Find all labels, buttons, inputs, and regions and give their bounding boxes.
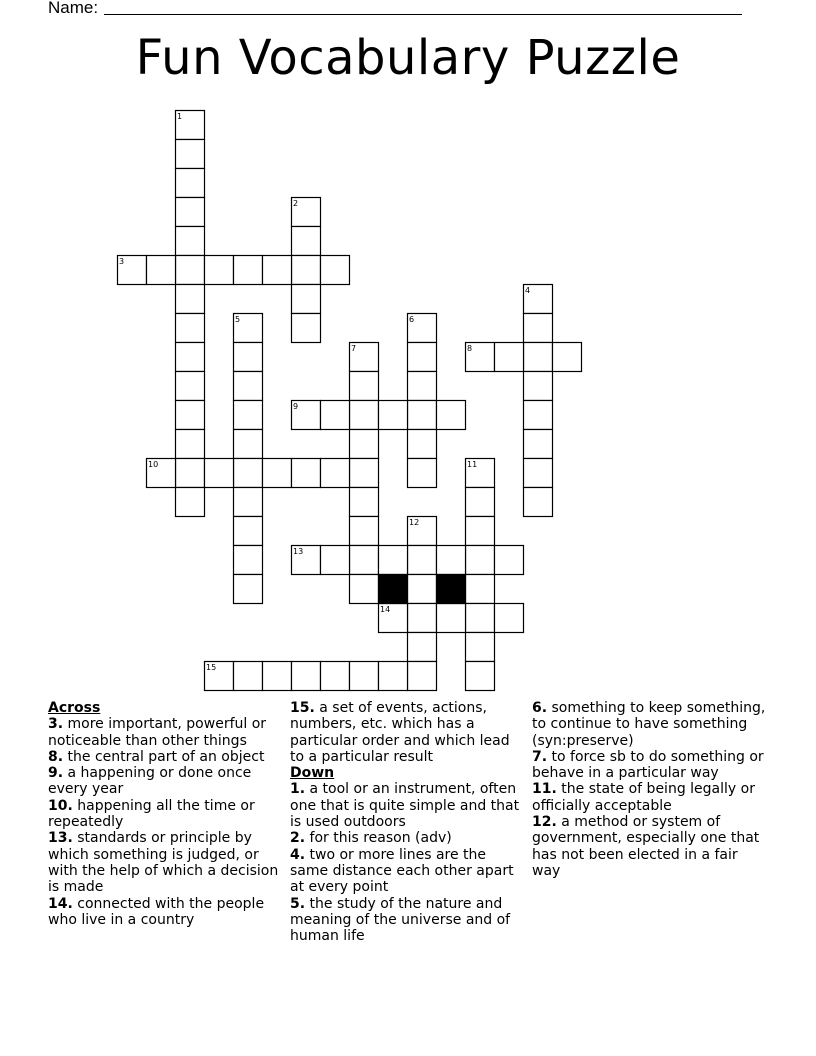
clue-number-label: 11 bbox=[467, 460, 478, 469]
grid-cell[interactable] bbox=[437, 546, 466, 575]
grid-cell[interactable] bbox=[234, 488, 263, 517]
grid-cell[interactable] bbox=[234, 401, 263, 430]
grid-cell[interactable] bbox=[321, 546, 350, 575]
grid-cell[interactable] bbox=[408, 546, 437, 575]
grid-cell[interactable] bbox=[524, 459, 553, 488]
clue-down-12: 12. a method or system of government, especially one that has not been elected in a fair way bbox=[532, 814, 760, 879]
grid-cell[interactable] bbox=[176, 227, 205, 256]
grid-cell[interactable] bbox=[408, 459, 437, 488]
grid-cell[interactable] bbox=[408, 575, 437, 604]
clue-down-6: 6. something to keep something, to continue to have something (syn:preserve) bbox=[532, 700, 766, 749]
name-label: Name: bbox=[48, 0, 99, 17]
grid-cell[interactable] bbox=[176, 256, 205, 285]
clue-number-label: 1 bbox=[177, 112, 183, 121]
clue-down-5: 5. the study of the nature and meaning of the universe and of human life bbox=[290, 895, 511, 945]
grid-cell[interactable] bbox=[321, 256, 350, 285]
grid-cell[interactable] bbox=[466, 517, 495, 546]
grid-cell[interactable] bbox=[350, 575, 379, 604]
clue-number-label: 3 bbox=[119, 257, 125, 266]
grid-cell[interactable] bbox=[524, 343, 553, 372]
grid-cell[interactable] bbox=[437, 401, 466, 430]
grid-cell[interactable] bbox=[466, 633, 495, 662]
grid-cell[interactable] bbox=[408, 401, 437, 430]
grid-cell[interactable] bbox=[466, 488, 495, 517]
black-cell bbox=[437, 575, 466, 604]
grid-cell[interactable] bbox=[495, 343, 524, 372]
clue-number-label: 7 bbox=[351, 344, 357, 353]
grid-cell[interactable] bbox=[263, 256, 292, 285]
grid-cell[interactable] bbox=[176, 459, 205, 488]
grid-cell[interactable] bbox=[379, 401, 408, 430]
grid-cell[interactable] bbox=[437, 604, 466, 633]
clue-number-label: 6 bbox=[409, 315, 415, 324]
clue-number-label: 13 bbox=[293, 547, 304, 556]
clue-down-4: 4. two or more lines are the same distance each other apart at every point bbox=[290, 846, 514, 896]
grid-cell[interactable] bbox=[524, 488, 553, 517]
across-heading: Across bbox=[48, 700, 101, 716]
clue-down-11: 11. the state of being legally or officially acceptable bbox=[532, 781, 755, 814]
clue-across-14: 14. connected with the people who live in a country bbox=[48, 895, 265, 928]
grid-cell[interactable] bbox=[466, 546, 495, 575]
grid-cell[interactable] bbox=[292, 459, 321, 488]
grid-cell[interactable] bbox=[350, 459, 379, 488]
grid-cell[interactable] bbox=[379, 662, 408, 691]
grid-cell[interactable] bbox=[234, 662, 263, 691]
grid-cell[interactable] bbox=[176, 140, 205, 169]
grid-cell[interactable] bbox=[234, 372, 263, 401]
grid-cell[interactable] bbox=[524, 401, 553, 430]
grid-cell[interactable] bbox=[234, 546, 263, 575]
grid-cell[interactable] bbox=[176, 372, 205, 401]
grid-cell[interactable] bbox=[466, 575, 495, 604]
grid-cell[interactable] bbox=[350, 430, 379, 459]
grid-cell[interactable] bbox=[524, 372, 553, 401]
clue-number-label: 2 bbox=[293, 199, 299, 208]
grid-cell[interactable] bbox=[263, 459, 292, 488]
clue-number-label: 4 bbox=[525, 286, 531, 295]
grid-cell[interactable] bbox=[524, 314, 553, 343]
grid-cell[interactable] bbox=[408, 604, 437, 633]
grid-cell[interactable] bbox=[408, 430, 437, 459]
clue-number-label: 5 bbox=[235, 315, 241, 324]
grid-cell[interactable] bbox=[176, 314, 205, 343]
grid-cell[interactable] bbox=[495, 546, 524, 575]
grid-cell[interactable] bbox=[350, 546, 379, 575]
grid-cell[interactable] bbox=[263, 662, 292, 691]
grid-cell[interactable] bbox=[176, 198, 205, 227]
clue-down-2: 2. for this reason (adv) bbox=[290, 830, 452, 847]
grid-cell[interactable] bbox=[234, 256, 263, 285]
clue-across-13: 13. standards or principle by which something is judged, or with the help of which a decision is made bbox=[48, 830, 279, 896]
grid-cell[interactable] bbox=[234, 575, 263, 604]
grid-cell[interactable] bbox=[408, 633, 437, 662]
grid-cell[interactable] bbox=[408, 372, 437, 401]
clue-across-3: 3. more important, powerful or noticeable than other things bbox=[48, 716, 267, 749]
down-heading: Down bbox=[290, 765, 335, 782]
grid-cell[interactable] bbox=[234, 517, 263, 546]
grid-cell[interactable] bbox=[495, 604, 524, 633]
grid-cell[interactable] bbox=[176, 169, 205, 198]
clue-across-10: 10. happening all the time or repeatedly bbox=[48, 797, 255, 831]
clue-number-label: 15 bbox=[206, 663, 217, 672]
grid-cell[interactable] bbox=[292, 256, 321, 285]
grid-cell[interactable] bbox=[234, 459, 263, 488]
grid-cell[interactable] bbox=[350, 488, 379, 517]
grid-cell[interactable] bbox=[234, 343, 263, 372]
clues-column-2 bbox=[290, 700, 526, 944]
grid-cell[interactable] bbox=[292, 227, 321, 256]
grid-cell[interactable] bbox=[205, 459, 234, 488]
grid-cell[interactable] bbox=[321, 401, 350, 430]
grid-cell[interactable] bbox=[350, 401, 379, 430]
grid-cell[interactable] bbox=[466, 662, 495, 691]
grid-cell[interactable] bbox=[292, 285, 321, 314]
grid-cell[interactable] bbox=[408, 662, 437, 691]
grid-cell[interactable] bbox=[176, 285, 205, 314]
grid-cell[interactable] bbox=[321, 459, 350, 488]
clue-across-9: 9. a happening or done once every year bbox=[48, 765, 252, 798]
clue-number-label: 8 bbox=[467, 344, 473, 353]
grid-cell[interactable] bbox=[350, 517, 379, 546]
grid-cell[interactable] bbox=[176, 430, 205, 459]
clues-column-3 bbox=[532, 700, 768, 879]
clues-column-1 bbox=[48, 700, 286, 928]
clue-number-label: 9 bbox=[293, 402, 299, 411]
grid-cell[interactable] bbox=[234, 430, 263, 459]
clue-number-label: 14 bbox=[380, 605, 391, 614]
grid-cell[interactable] bbox=[176, 343, 205, 372]
black-cell bbox=[379, 575, 408, 604]
grid-cell[interactable] bbox=[292, 662, 321, 691]
grid-cell[interactable] bbox=[350, 662, 379, 691]
grid-cell[interactable] bbox=[553, 343, 582, 372]
clue-number-label: 10 bbox=[148, 460, 159, 469]
grid-cell[interactable] bbox=[176, 488, 205, 517]
page-title: Fun Vocabulary Puzzle bbox=[135, 30, 681, 86]
clue-number-label: 12 bbox=[409, 518, 420, 527]
clue-down-1: 1. a tool or an instrument, often one that is quite simple and that is used outdoors bbox=[290, 781, 520, 831]
grid-cell[interactable] bbox=[350, 372, 379, 401]
grid-cell[interactable] bbox=[147, 256, 176, 285]
grid-cell[interactable] bbox=[321, 662, 350, 691]
grid-cell[interactable] bbox=[176, 401, 205, 430]
clue-across-8: 8. the central part of an object bbox=[48, 748, 265, 765]
grid-cell[interactable] bbox=[466, 604, 495, 633]
clue-across-15: 15. a set of events, actions, numbers, etc. which has a particular order and which lead to a particular result bbox=[290, 700, 510, 765]
grid-cell[interactable] bbox=[205, 256, 234, 285]
grid-cell[interactable] bbox=[524, 430, 553, 459]
grid-cell[interactable] bbox=[408, 343, 437, 372]
clue-down-7: 7. to force sb to do something or behave in a particular way bbox=[532, 748, 764, 782]
grid-cell[interactable] bbox=[379, 546, 408, 575]
grid-cell[interactable] bbox=[292, 314, 321, 343]
